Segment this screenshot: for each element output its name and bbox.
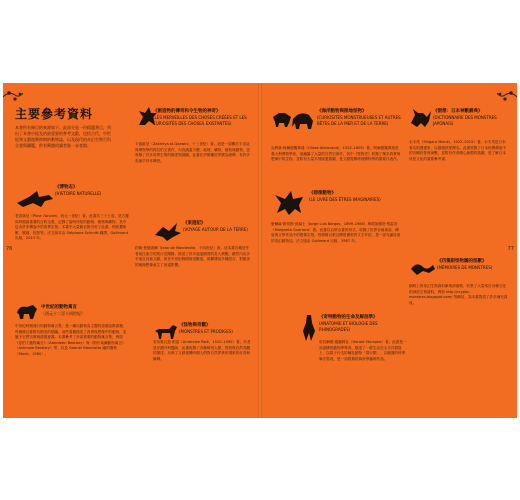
entry-subtitle: (LE LIVRE DES ÊTRES IMAGINAIRES)	[309, 197, 381, 202]
entry-memoires	[437, 259, 509, 271]
entry-title: 《怪物與奇觀》	[179, 323, 211, 328]
entry-voyage	[183, 221, 251, 233]
boar-silhouette	[271, 109, 293, 129]
entry-title: 《東遊記》	[183, 221, 206, 226]
entry-body: 哈拉爾德·施圖姆克（Harald Stümpke）著。此書是一部虛構的動物學專著，描述了一群生活在太平洋群島上、以鼻子行走的哺乳動物「鼻行類」，以嚴謹的科學筆法寫成，是一部經典的偽科學諷刺作品。	[319, 340, 407, 361]
pegasus-icon	[273, 189, 307, 219]
entry-body: 約翰·曼德維爾（Jean de Mandeville，十四世紀）著。這本書自稱是作者前往東方的旅行見聞錄，描述了許多遙遠國度的奇人異獸。雖然內容多半取自其他文獻，但在中世紀晚期極受歡迎，被翻譯成多種語言，對後世的地理想像產生了深遠影響。	[135, 246, 250, 267]
entry-merveilles	[153, 109, 251, 126]
entry-subtitle: (DICTIONNAIRE DES MONSTRES JAPONAIS)	[433, 115, 497, 126]
entry-body: 豪爾赫·路易斯·波赫士（Jorge Luis Borges，1899–1986）與瑪加麗塔·格雷洛（Margarita Guerrero）著。此書以百科全書的形式，收錄了世界各地神話、傳說與文學作品中的想像生物，每個條目都以簡短優美的文字介紹，是一部充滿詩意的奇幻動物誌。法文版由 Gallimard 出版，1987 年。	[271, 222, 401, 243]
entry-title: 《想像動物》	[309, 191, 336, 196]
entry-title: 《假想：日本神獸辭典》	[433, 109, 483, 114]
entry-voyage-body	[135, 245, 251, 268]
bird-icon	[153, 221, 183, 243]
bird-silhouette	[153, 221, 183, 243]
entry-title: 《奇特動物的生命及解剖學》	[319, 315, 378, 320]
entry-subtitle: (ANATOMIE ET BIOLOGIE DES RHINOGRADES)	[319, 321, 378, 332]
book-spread	[3, 83, 517, 418]
entry-title: 《海洋動物與陸地怪物》	[317, 109, 367, 114]
floral-ornament-top-left	[3, 89, 23, 105]
page-title: 主要參考資料	[15, 107, 94, 121]
left-page	[3, 83, 259, 418]
entry-subtitle: (LES MERVEILLES DES CHOSES CRÉÉES ET LES CURIOSITÉS DES CHOSES EXISTANTES)	[153, 115, 247, 126]
entry-title: 《創造物的傳奇和令生物的神奇》	[153, 109, 221, 114]
crocodile-icon	[15, 185, 55, 211]
entry-body: 水木茂（Shigeru Mizuki，1922–2015）著。水木茂是日本著名的漫畫家，以描繪妖怪聞名。此書收錄了日本民間傳說中的各種妖怪與神獸，並附有作者精心繪製的插圖，是了解日本妖怪文化的重要參考書。	[409, 140, 507, 161]
entry-title: 《博物志》	[55, 185, 78, 190]
crocodile-silhouette	[15, 185, 55, 211]
elephant-icon	[291, 111, 315, 131]
entry-body: 烏利塞·阿爾德羅萬迪（Ulisse Aldrovandi，1522–1605）著。阿爾德羅萬迪是義大利博物學家，他編纂了大量的自然史著作，其中《怪物史》收錄了眾多真實與想像中的生物，並附有大量木刻版畫插圖，是文藝復興時期博物學的重要代表作。	[271, 146, 401, 162]
rhinograde-icon	[301, 313, 317, 343]
entry-rhinogrades-body	[319, 339, 407, 362]
page-number-left: 76	[6, 246, 13, 252]
entry-memoires-body	[409, 283, 509, 306]
entry-merveilles-body	[135, 141, 251, 164]
boar-icon	[271, 109, 293, 129]
cat-silhouette	[409, 107, 433, 129]
entry-body: 卡茲維尼（Zakariya al-Qazwini，十三世紀）著。這是一部關於宇宙誌與博物學的阿拉伯文著作，內容涵蓋天體、地理、礦物、植物與動物，並收錄了許多奇異生物的描述與插圖。此書在伊斯蘭世界廣為流傳，有許多彩繪手抄本傳世。	[135, 142, 250, 163]
entry-subtitle: (HISTOIRE NATURELLE)	[55, 191, 102, 196]
page-number-right: 77	[507, 246, 514, 252]
right-page	[261, 83, 517, 418]
entry-histoire-naturelle-body	[15, 213, 129, 242]
lizard-icon	[409, 257, 437, 279]
entry-curiosites	[317, 109, 401, 126]
entry-subtitle: (MÉMOIRES DE MONSTRES)	[437, 265, 493, 270]
entry-subtitle: (MONSTRES ET PRODIGES)	[179, 329, 233, 334]
entry-etres-imaginaires	[309, 191, 401, 203]
floral-ornament-icon	[3, 89, 23, 105]
entry-medieval-bestiary-body	[15, 323, 129, 358]
entry-body: 安布魯瓦茲·帕雷（Ambroise Paré，1510–1590）著。作者是法國外科醫師，此書收錄了各種畸形人類、怪物與自然奇觀的描述，反映了文藝復興時期人們對自然界異常現象的好奇與解釋。	[153, 340, 251, 361]
floral-ornament-icon	[497, 89, 517, 105]
rhino-icon	[15, 301, 39, 321]
entry-curiosites-body	[271, 145, 401, 163]
entry-etres-imaginaires-body	[271, 221, 401, 244]
intro-paragraph: 本書所有條目的來源如下。此部分是一份精選書目，列出了本書中提及的最重要的參考文獻，包括古代、中世紀和文藝復興時期的動物誌，以及現代的奇幻生物百科全書與圖鑑，供有興趣的讀者進一步查閱。	[15, 125, 111, 148]
entry-body: 網路上的奇幻生物資料庫與部落格，收集了大量來自各種文化的神話生物資料，例如 http://crypto-monstres.blogspot.com/ 等網站，為本書提供了許多補充資訊。	[409, 284, 508, 305]
entry-rhinogrades	[319, 315, 407, 332]
floral-ornament-top-right	[497, 89, 517, 105]
lizard-silhouette	[409, 257, 437, 279]
entry-body: 中世紀時期流行的動物寓言集，是一種以動物為主題的道德說教書籍，每個條目都附有精美的插圖。這些書籍描述了真實與想像中的動物，並賦予它們宗教與道德意義。本書參考了多部重要的動物寓言集，例如《亞伯丁動物寓言》（Aberdeen Bestiary）與《阿什莫爾動物寓言》（Ashmole Bestiary）等，以及 Gabriel Bianciotto 編的選集（Stock，1980）。	[15, 324, 127, 356]
rhinograde-silhouette	[301, 313, 317, 343]
entry-body: 老普林尼（Pline l'Ancien，西元一世紀）著。此書共三十七卷，是古羅馬時期最重要的百科全書，記錄了當時所知的動物、植物與礦物，其中包含許多傳說中的奇異生物。本書中大量條目都引用了此書，例如獨角獸、鳳凰、蛇怪等。法文版本由 Stéphane Schmitt 翻譯，Gallimard 出版，2013 年。	[15, 214, 129, 241]
entry-monstres-japonais	[433, 109, 509, 126]
elephant-silhouette	[291, 111, 315, 131]
entry-monstres-japonais-body	[409, 139, 509, 162]
entry-title: 中世紀的動物寓言	[41, 305, 77, 310]
entry-histoire-naturelle	[55, 185, 129, 197]
entry-subtitle: (VOYAGE AUTOUR DE LA TERRE)	[183, 227, 248, 232]
entry-medieval-bestiary	[41, 305, 129, 317]
entry-title: 《四隻眼怪物圖的怪獸》	[437, 259, 487, 264]
entry-monstres-prodiges	[179, 323, 251, 335]
entry-subtitle: (CURIOSITÉS MONSTRUEUSES ET AUTRES BÊTES DE LA MER ET DE LA TERRE)	[317, 115, 401, 126]
entry-subtitle: （西元十二至十四世紀）	[41, 311, 85, 316]
rhino-silhouette	[15, 301, 39, 321]
entry-monstres-prodiges-body	[153, 339, 251, 362]
pegasus-silhouette	[273, 189, 307, 219]
cat-icon	[409, 107, 433, 129]
